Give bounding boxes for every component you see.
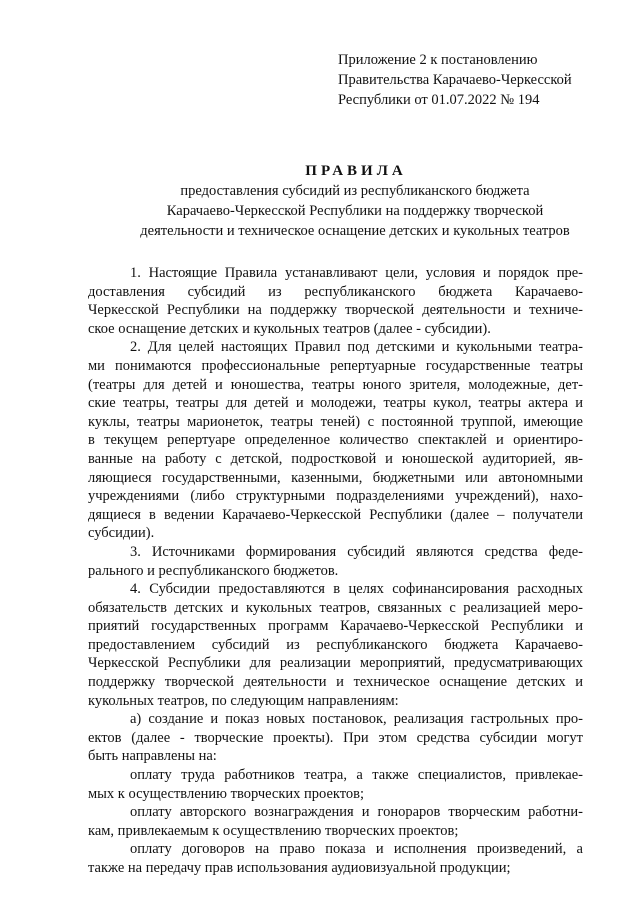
body-text-line: обязательств детских и кукольных театров, связанных с реализацией меро- <box>88 599 583 616</box>
body-text-line: дящиеся в ведении Карачаево-Черкесской Республики (далее – получатели <box>88 506 583 523</box>
body-text-line: Черкесской Республики для реализации мероприятий, предусматривающих <box>88 655 583 672</box>
body-text-line: мых к осуществлению творческих проектов; <box>88 785 365 802</box>
body-text-line: оплату авторского вознаграждения и гонораров творческим работни- <box>130 804 583 821</box>
subtitle-line: предоставления субсидий из республиканского бюджета <box>180 183 530 199</box>
body-text-line: 2. Для целей настоящих Правил под детскими и кукольными театра- <box>130 339 583 356</box>
appendix-line: Приложение 2 к постановлению <box>338 52 538 68</box>
body-text-line: предоставлением субсидий из республиканского бюджета Карачаево- <box>88 636 583 653</box>
body-text-line: приятий государственных программ Карачаево-Черкесской Республики и <box>88 618 583 635</box>
body-text-line: (театры для детей и юношества, театры юного зрителя, молодежные, дет- <box>88 376 583 393</box>
body-text-line: 1. Настоящие Правила устанавливают цели, условия и порядок пре- <box>130 265 583 281</box>
body-text-line: 3. Источниками формирования субсидий являются средства феде- <box>130 543 583 560</box>
appendix-header <box>338 50 628 110</box>
document-body <box>88 264 583 878</box>
body-text-line: субсидии). <box>88 525 155 542</box>
body-text-line: ванные на работу с детской, подростковой и юношеской аудиторией, яв- <box>88 450 583 467</box>
subtitle-line: деятельности и техническое оснащение детских и кукольных театров <box>140 223 570 239</box>
subtitle-line: Карачаево-Черкесской Республики на поддержку творческой <box>166 203 544 219</box>
body-text-line: поддержку творческой деятельности и техническое оснащение детских и <box>88 674 583 691</box>
body-text-line: доставления субсидий из республиканского бюджета Карачаево- <box>88 283 583 300</box>
body-text-line: оплату труда работников театра, а также специалистов, привлекае- <box>130 767 583 784</box>
body-text-line: оплату договоров на право показа и исполнения произведений, а <box>130 841 583 858</box>
body-text-line: а) создание и показ новых постановок, реализация гастрольных про- <box>130 711 583 728</box>
appendix-line: Республики от 01.07.2022 № 194 <box>338 92 540 108</box>
body-text-line: рального и республиканского бюджетов. <box>88 562 339 579</box>
body-text-line: также на передачу прав использования аудиовизуальной продукции; <box>88 860 511 876</box>
body-text-line: быть направлены на: <box>88 748 217 765</box>
body-text-line: учреждениями (либо структурными подразделениями учреждений), нахо- <box>88 488 583 505</box>
body-text-line: ектов (далее - творческие проекты). При этом средства субсидии могут <box>88 729 583 746</box>
body-text-line: кукольных театров, по следующим направлениям: <box>88 692 399 709</box>
body-text-line: Черкесской Республики на поддержку творческой деятельности и техниче- <box>88 302 583 319</box>
body-text-line: ми понимаются профессиональные репертуарные государственные театры <box>88 357 583 374</box>
body-text-line: куклы, театры марионеток, театры теней) с постоянной труппой, имеющие <box>88 413 583 430</box>
body-text-line: кам, привлекаемым к осуществлению творческих проектов; <box>88 822 459 839</box>
appendix-line: Правительства Карачаево-Черкесской <box>338 72 572 88</box>
body-text-line: ские театры, театры для детей и молодежи, театры кукол, театры актера и <box>88 395 583 412</box>
body-text-line: ляющиеся государственными, казенными, бюджетными или автономными <box>88 469 583 486</box>
body-text-line: в текущем репертуаре определенное количество спектаклей и ориентиро- <box>88 432 583 449</box>
body-text-line: ское оснащение детских и кукольных театров (далее - субсидии). <box>88 320 491 337</box>
body-text-line: 4. Субсидии предоставляются в целях софинансирования расходных <box>130 581 583 598</box>
document-title: ПРАВИЛА <box>305 163 407 179</box>
document-subtitle <box>60 181 640 241</box>
